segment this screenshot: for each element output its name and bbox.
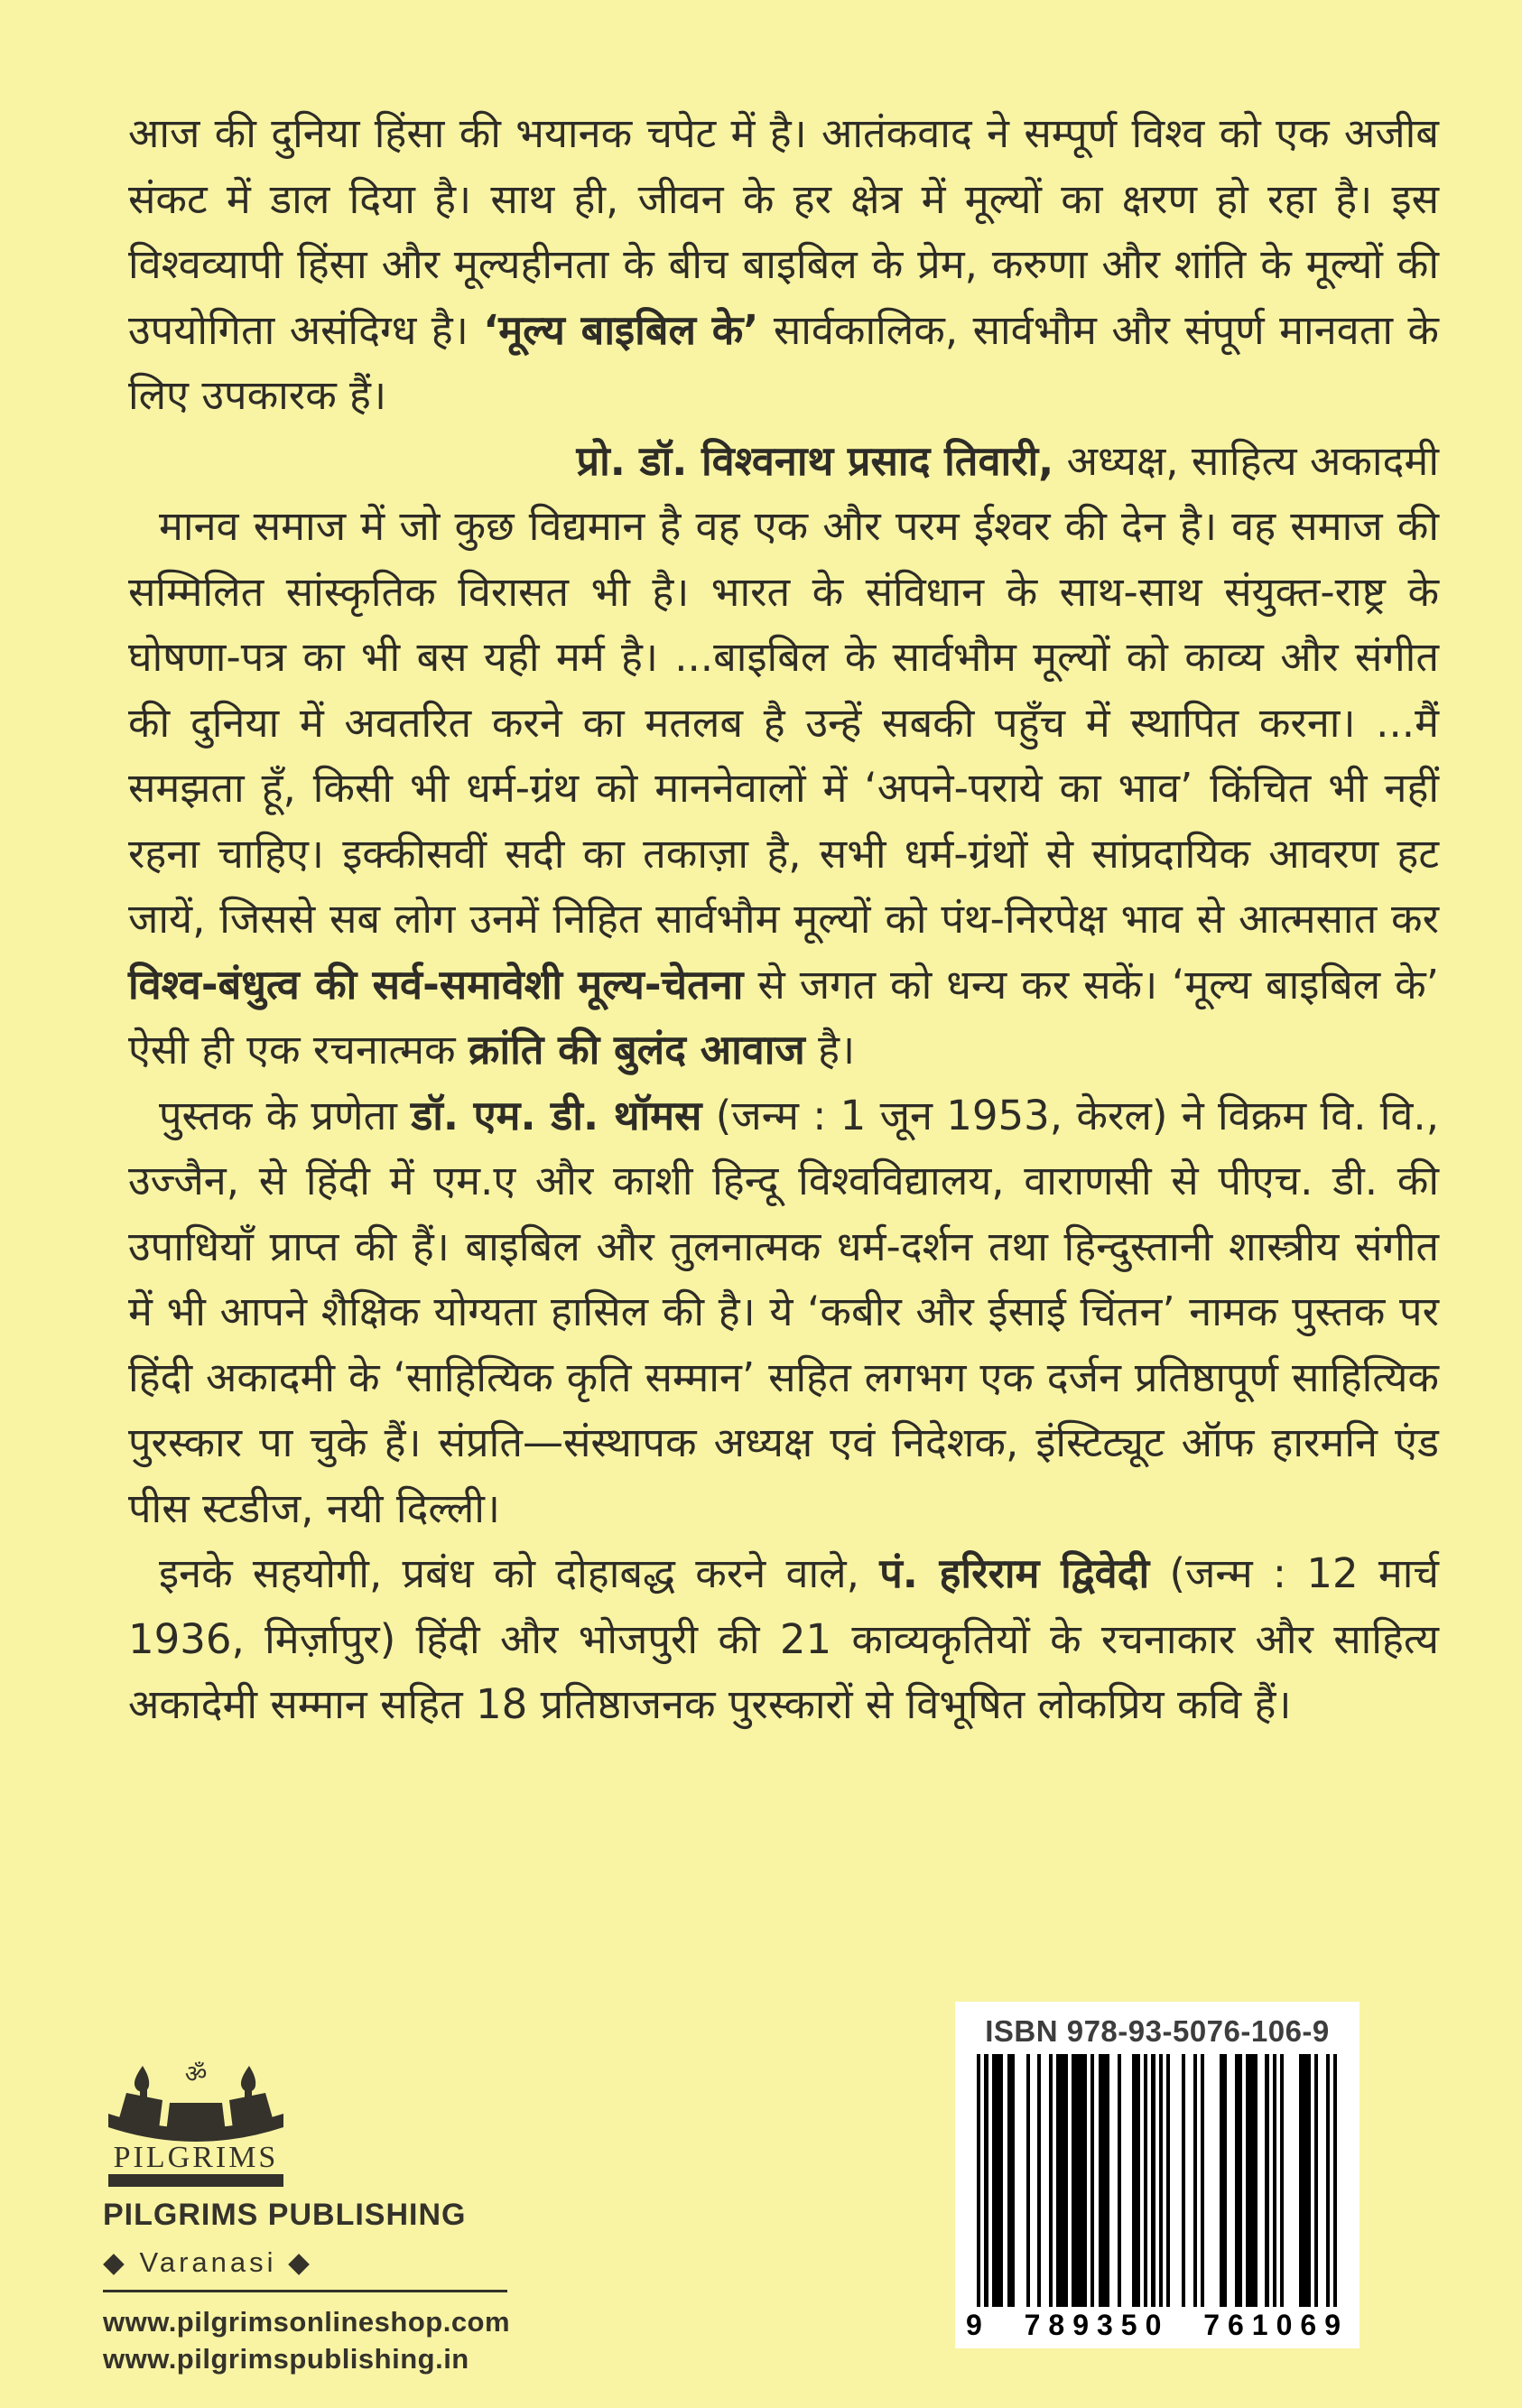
- publisher-name: PILGRIMS PUBLISHING: [103, 2198, 467, 2232]
- barcode-digit-group-2: 789350: [1024, 2309, 1170, 2341]
- publisher-city: ◆ Varanasi ◆: [103, 2246, 313, 2278]
- logo-base-bar: [108, 2174, 283, 2187]
- blurb-paragraph-3-author-bio: पुस्तक के प्रणेता डॉ. एम. डी. थॉमस (जन्म : 1 जून 1953, केरल) ने विक्रम वि. वि., उज्जैन, से हिंदी में एम.ए और काशी हिन्दू विश्वविद्यालय, वाराणसी से पीएच. डी. की उपाधियाँ प्राप्त की हैं। बाइबिल और तुलनात्मक धर्म-दर्शन तथा हिन्दुस्तानी शास्त्रीय संगीत में भी आपने शैक्षिक योग्यता हासिल की है। ये ‘कबीर और ईसाई चिंतन’ नामक पुस्तक पर हिंदी अकादमी के ‘साहित्यिक कृति सम्मान’ सहित लगभग एक दर्जन प्रतिष्ठापूर्ण साहित्यिक पुरस्कार पा चुके हैं। संप्रति—संस्थापक अध्यक्ष एवं निदेशक, इंस्टिट्यूट ऑफ हारमनि एंड पीस स्टडीज, नयी दिल्ली।: [128, 1091, 1439, 1532]
- blurb-paragraph-2: मानव समाज में जो कुछ विद्यमान है वह एक और परम ईश्वर की देन है। वह समाज की सम्मिलित सांस्कृतिक विरासत भी है। भारत के संविधान के साथ-साथ संयुक्त-राष्ट्र के घोषणा-पत्र का भी बस यही मर्म है। ...बाइबिल के सार्वभौम मूल्यों को काव्य और संगीत की दुनिया में अवतरित करने का मतलब है उन्हें सबकी पहुँच में स्थापित करना। ...मैं समझता हूँ, किसी भी धर्म-ग्रंथ को माननेवालों में ‘अपने-पराये का भाव’ किंचित भी नहीं रहना चाहिए। इक्कीसवीं सदी का तकाज़ा है, सभी धर्म-ग्रंथों से सांप्रदायिक आवरण हट जायें, जिससे सब लोग उनमें निहित सार्वभौम मूल्यों को पंथ-निरपेक्ष भाव से आत्मसात कर विश्व-बंधुत्व की सर्व-समावेशी मूल्य-चेतना से जगत को धन्य कर सकें। ‘मूल्य बाइबिल के’ ऐसी ही एक रचनात्मक क्रांति की बुलंद आवाज है।: [128, 502, 1439, 1074]
- isbn-number: ISBN 978-93-5076-106-9: [985, 2014, 1330, 2048]
- barcode-digit-group-3: 761069: [1203, 2309, 1349, 2341]
- publisher-block: [103, 2060, 518, 2377]
- blurb-paragraph-1: आज की दुनिया हिंसा की भयानक चपेट में है। आतंकवाद ने सम्पूर्ण विश्व को एक अजीब संकट में डाल दिया है। साथ ही, जीवन के हर क्षेत्र में मूल्यों का क्षरण हो रहा है। इस विश्वव्यापी हिंसा और मूल्यहीनता के बीच बाइबिल के प्रेम, करुणा और शांति के मूल्यों की उपयोगिता असंदिग्ध है। ‘मूल्य बाइबिल के’ सार्वकालिक, सार्वभौम और संपूर्ण मानवता के लिए उपकारक हैं।: [128, 109, 1439, 419]
- barcode-digit-group-1: 9: [966, 2309, 990, 2341]
- website-url-onlineshop: www.pilgrimsonlineshop.com: [103, 2306, 511, 2338]
- om-symbol-icon: ॐ: [184, 2060, 208, 2088]
- barcode-bars: [977, 2054, 1338, 2307]
- pilgrims-boat-logo-icon: [103, 2060, 289, 2187]
- blurb-text-block: [128, 101, 1439, 1738]
- publisher-websites: [103, 2303, 518, 2377]
- isbn-barcode-panel: [955, 2002, 1360, 2348]
- logo-wordmark: PILGRIMS: [113, 2141, 279, 2174]
- attribution-line: प्रो. डॉ. विश्वनाथ प्रसाद तिवारी, अध्यक्ष, साहित्य अकादमी: [576, 436, 1439, 485]
- divider-line: [103, 2290, 507, 2292]
- website-url-publishing: www.pilgrimspublishing.in: [103, 2343, 469, 2375]
- blurb-paragraph-4-collaborator-bio: इनके सहयोगी, प्रबंध को दोहाबद्ध करने वाले, पं. हरिराम द्विवेदी (जन्म : 12 मार्च 1936, मिर्ज़ापुर) हिंदी और भोजपुरी की 21 काव्यकृतियों के रचनाकार और साहित्य अकादेमी सम्मान सहित 18 प्रतिष्ठाजनक पुरस्कारों से विभूषित लोकप्रिय कवि हैं।: [128, 1549, 1440, 1728]
- barcode-digits: [966, 2309, 1349, 2342]
